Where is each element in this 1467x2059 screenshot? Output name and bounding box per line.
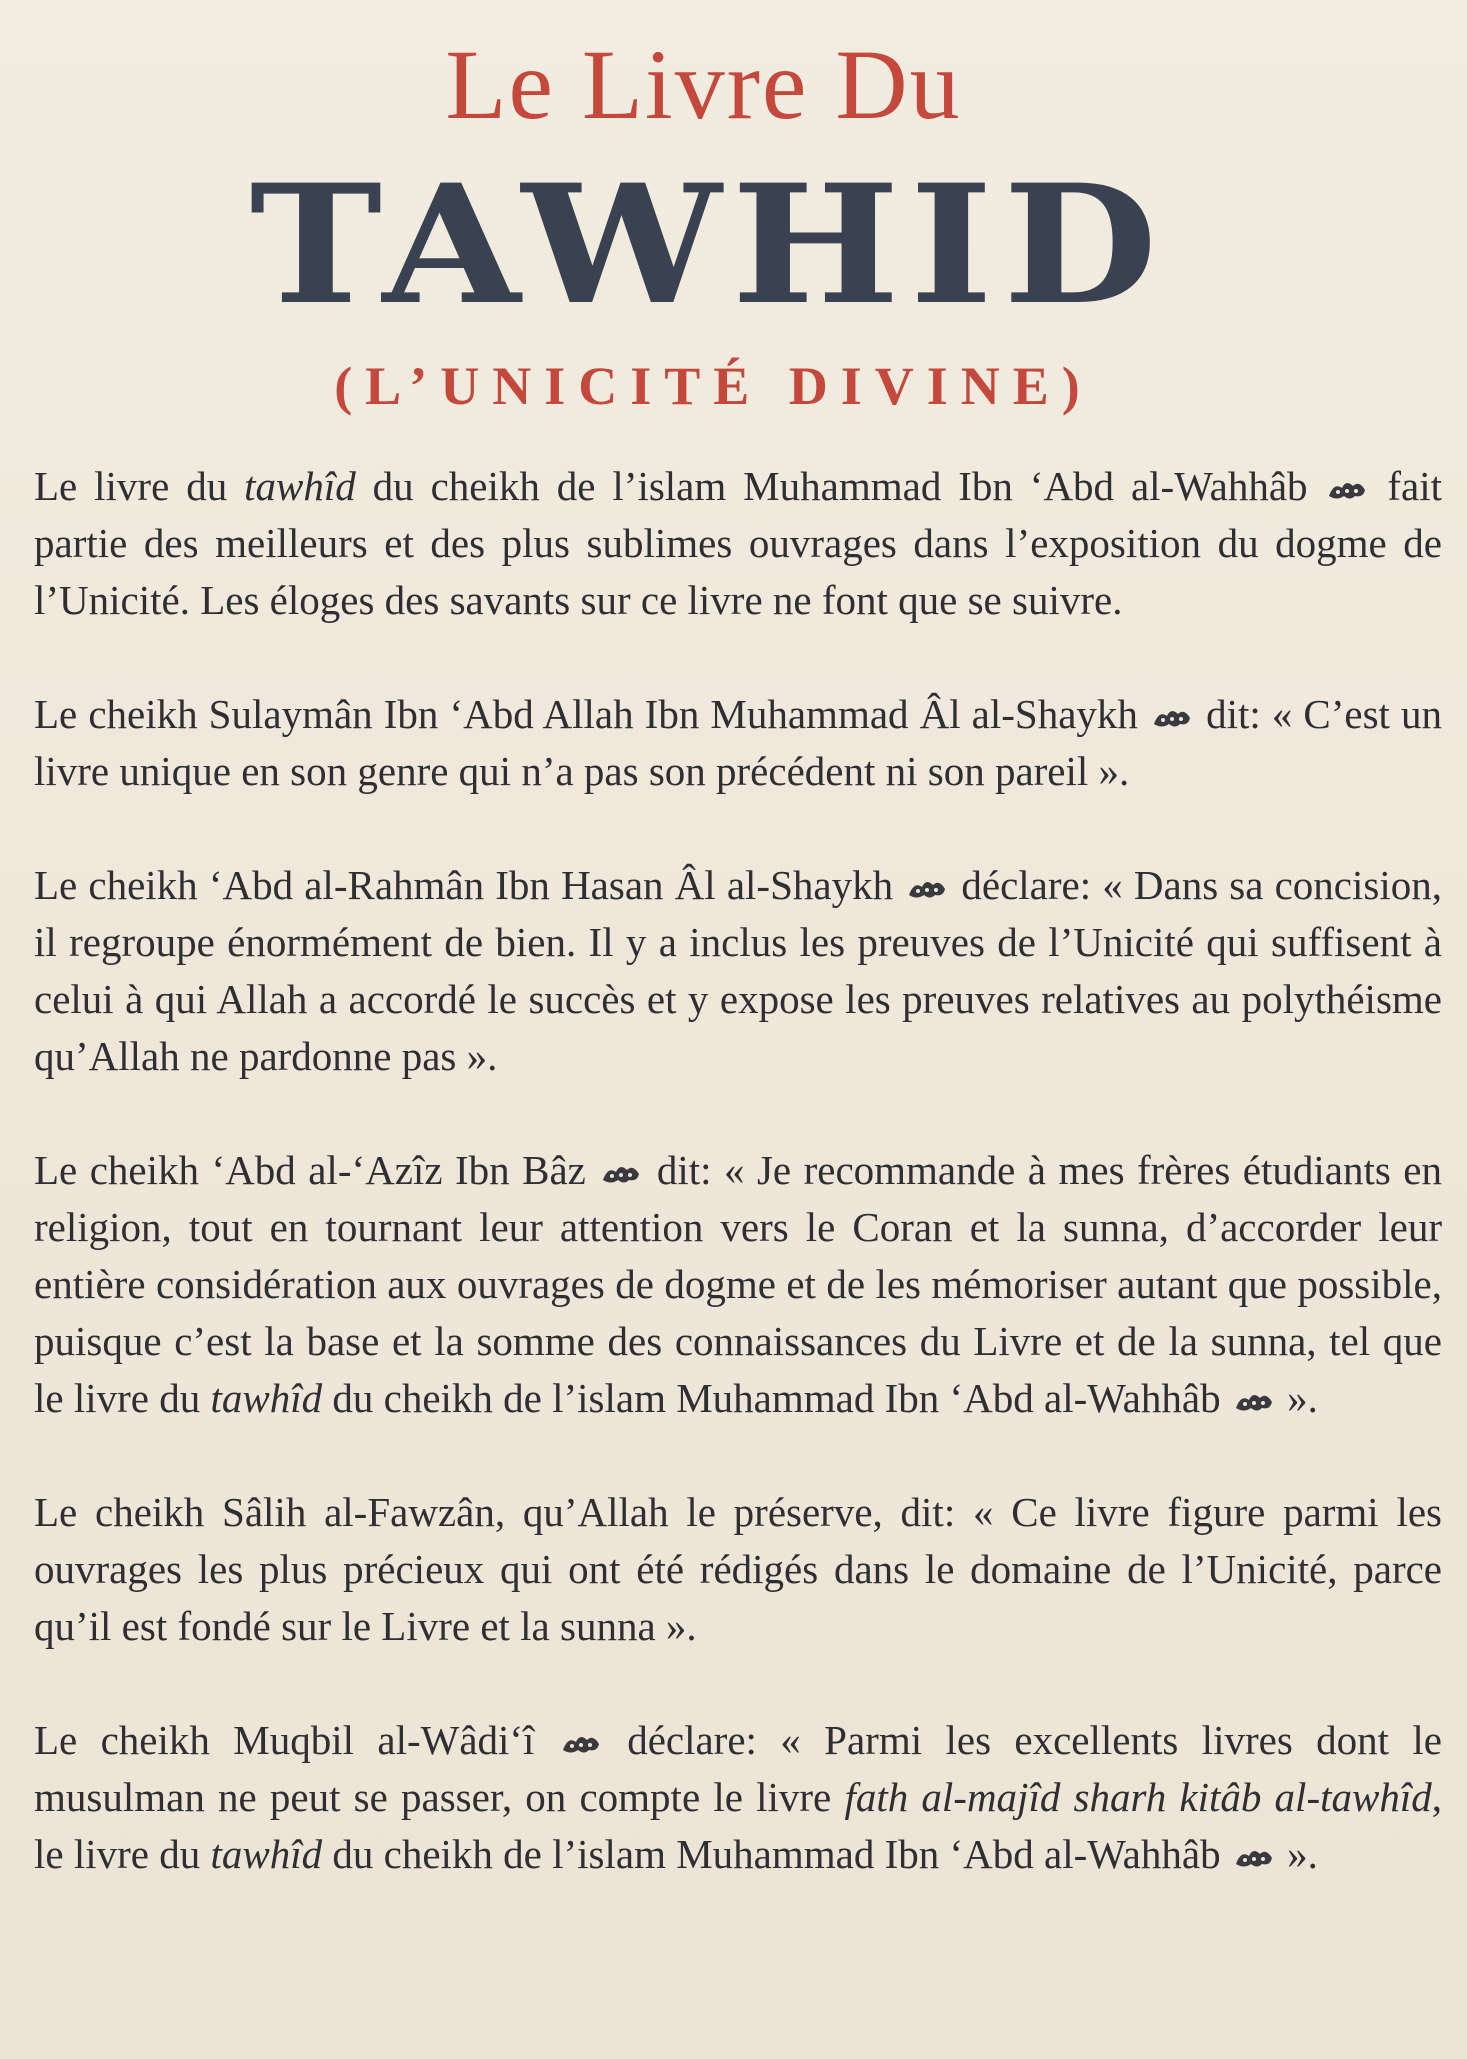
title-block [0, 30, 1467, 418]
paragraph-fawzan-quote: Le cheikh Sâlih al-Fawzân, qu’Allah le préserve, dit: « Ce livre figure parmi les ouvrages les plus précieux qui ont été rédigés dans le domaine de l’Unicité, parce qu’il est fondé sur le Livre et la sunna ». [34, 1489, 1442, 1649]
arabic-honorific-icon [1326, 476, 1368, 502]
italic-book-title: fath al-majîd sharh kitâb al-tawhîd [844, 1774, 1432, 1820]
italic-term: tawhîd [210, 1375, 323, 1421]
arabic-honorific-icon [1233, 1388, 1275, 1414]
arabic-honorific-icon [1233, 1844, 1275, 1870]
description-text [34, 458, 1442, 1883]
arabic-honorific-icon [600, 1160, 642, 1186]
arabic-honorific-icon [906, 875, 948, 901]
paragraph-intro: Le livre du tawhîd du cheikh de l’islam Muhammad Ibn ‘Abd al-Wahhâb fait partie des meilleurs et des plus sublimes ouvrages dans l’exposition du dogme de l’Unicité. Les éloges des savants sur ce livre ne font que se suivre. [34, 463, 1442, 623]
title-line-tawhid: TAWHID [249, 148, 1168, 341]
arabic-honorific-icon [560, 1730, 602, 1756]
title-line-le-livre-du: Le Livre Du [445, 29, 962, 140]
subtitle-unicite-divine: (L’UNICITÉ DIVINE) [334, 356, 1093, 416]
arabic-honorific-icon [1151, 704, 1193, 730]
paragraph-ibn-baz-quote: Le cheikh ‘Abd al-‘Azîz Ibn Bâz dit: « Je recommande à mes frères étudiants en religion, tout en tournant leur attention vers le Coran et la sunna, d’accorder leur entière considération aux ouvrages de dogme et de les mémoriser autant que possible, puisque c’est la base et la somme des connaissances du Livre et de la sunna, tel que le livre du tawhîd du cheikh de l’islam Muhammad Ibn ‘Abd al-Wahhâb ». [34, 1147, 1442, 1421]
paragraph-sulayman-quote: Le cheikh Sulaymân Ibn ‘Abd Allah Ibn Muhammad Âl al-Shaykh dit: « C’est un livre unique en son genre qui n’a pas son précédent ni son pareil ». [34, 691, 1443, 794]
paragraph-muqbil-quote: Le cheikh Muqbil al-Wâdi‘î déclare: « Parmi les excellents livres dont le musulman ne peut se passer, on compte le livre fath al-majîd sharh kitâb al-tawhîd, le livre du tawhîd du cheikh de l’islam Muhammad Ibn ‘Abd al-Wahhâb ». [34, 1717, 1442, 1877]
italic-term: tawhîd [244, 463, 356, 509]
italic-term: tawhîd [210, 1831, 323, 1877]
paragraph-abd-al-rahman-quote: Le cheikh ‘Abd al-Rahmân Ibn Hasan Âl al-Shaykh déclare: « Dans sa concision, il regroupe énormément de bien. Il y a inclus les preuves de l’Unicité qui suffisent à celui à qui Allah a accordé le succès et y expose les preuves relatives au polythéisme qu’Allah ne pardonne pas ». [34, 862, 1442, 1079]
